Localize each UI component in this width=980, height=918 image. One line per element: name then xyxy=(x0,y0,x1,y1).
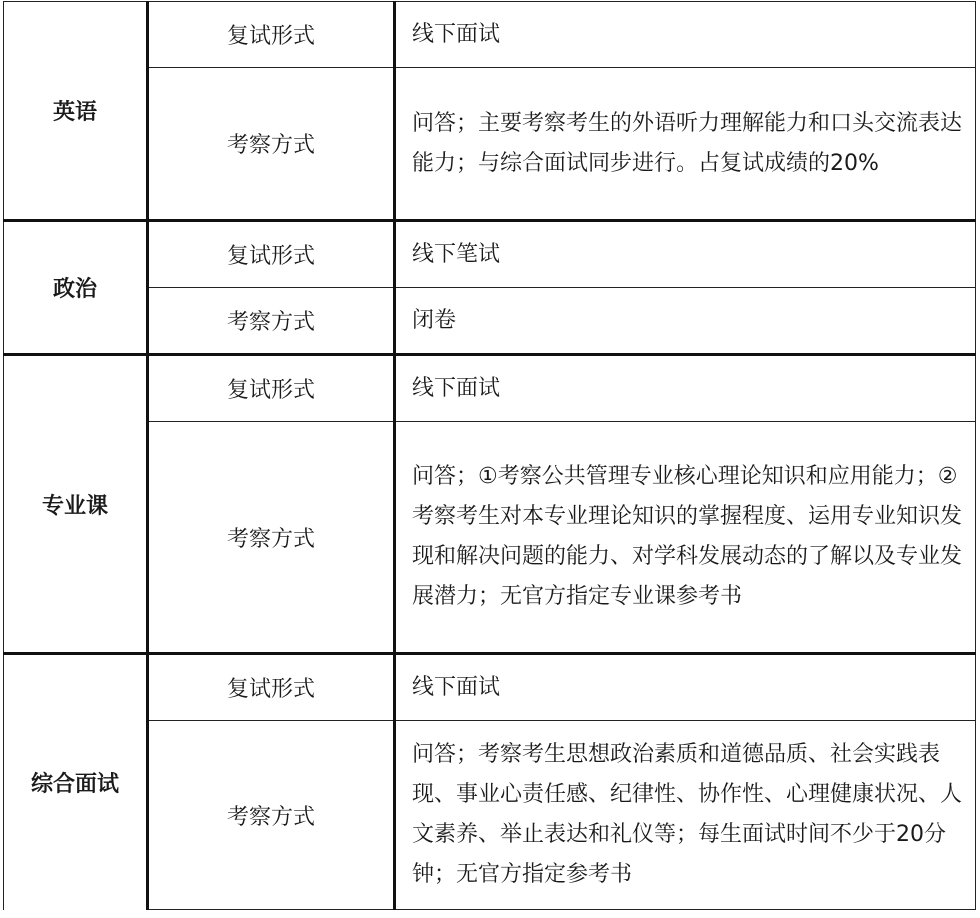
row-label: 考察方式 xyxy=(148,422,395,654)
row-content: 闭卷 xyxy=(395,288,976,355)
table-row xyxy=(4,288,976,355)
row-label: 复试形式 xyxy=(148,2,395,68)
exam-table xyxy=(3,1,976,910)
row-label: 考察方式 xyxy=(148,68,395,221)
row-label: 复试形式 xyxy=(148,221,395,288)
row-content: 线下面试 xyxy=(395,355,976,422)
subject-cell-interview: 综合面试 xyxy=(4,654,148,910)
table-row xyxy=(4,355,976,422)
row-content: 问答；考察考生思想政治素质和道德品质、社会实践表现、事业心责任感、纪律性、协作性、心理健康状况、人文素养、举止表达和礼仪等；每生面试时间不少于20分钟；无官方指定参考书 xyxy=(395,721,976,910)
subject-cell-english: 英语 xyxy=(4,2,148,221)
row-content: 问答；主要考察考生的外语听力理解能力和口头交流表达能力；与综合面试同步进行。占复试成绩的20% xyxy=(395,68,976,221)
row-label: 复试形式 xyxy=(148,654,395,721)
row-content: 线下面试 xyxy=(395,2,976,68)
subject-cell-major: 专业课 xyxy=(4,355,148,654)
row-content: 问答；①考察公共管理专业核心理论知识和应用能力；②考察考生对本专业理论知识的掌握程度、运用专业知识发现和解决问题的能力、对学科发展动态的了解以及专业发展潜力；无官方指定专业课参考书 xyxy=(395,422,976,654)
row-label: 考察方式 xyxy=(148,288,395,355)
subject-cell-politics: 政治 xyxy=(4,221,148,355)
row-label: 考察方式 xyxy=(148,721,395,910)
table-row xyxy=(4,654,976,721)
row-label: 复试形式 xyxy=(148,355,395,422)
table-row xyxy=(4,721,976,910)
row-content: 线下面试 xyxy=(395,654,976,721)
table-row xyxy=(4,68,976,221)
table-row xyxy=(4,422,976,654)
row-content: 线下笔试 xyxy=(395,221,976,288)
table-row xyxy=(4,2,976,68)
table-row xyxy=(4,221,976,288)
